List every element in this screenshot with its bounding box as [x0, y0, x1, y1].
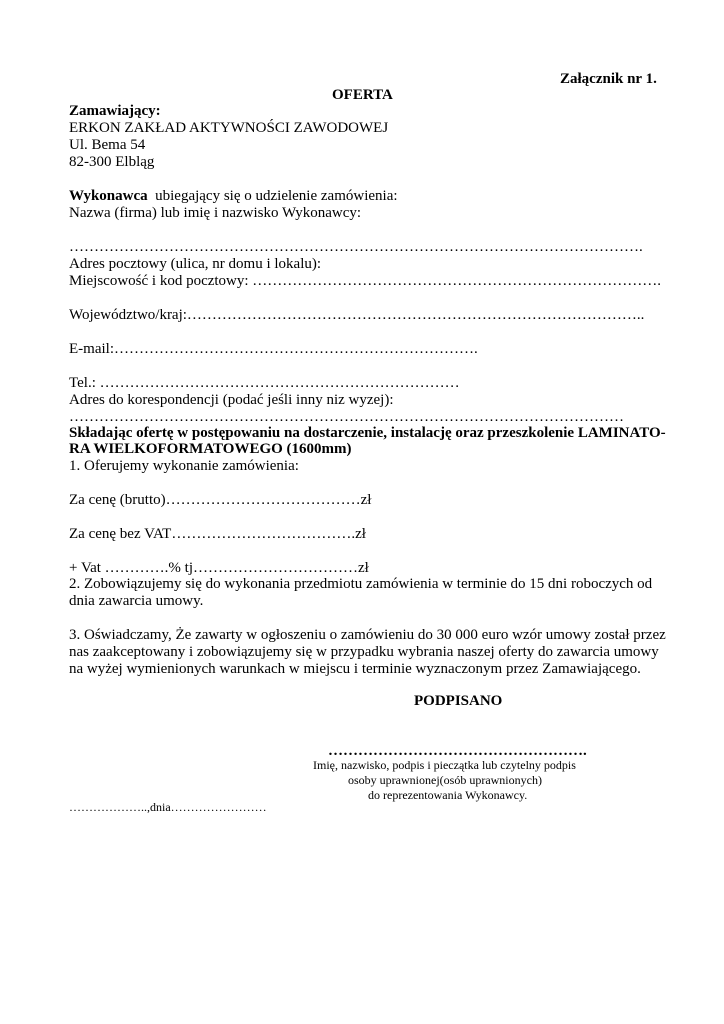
date-line: ………………..,dnia……………………	[69, 800, 267, 814]
attachment-label: Załącznik nr 1.	[560, 71, 657, 87]
price-gross-line: Za cenę (brutto)…………………………………zł	[69, 492, 372, 508]
contractor-heading-rest: ubiegający się o udzielenie zamówienia:	[147, 188, 398, 204]
signature-caption-3: do reprezentowania Wykonawcy.	[368, 788, 528, 802]
signed-label: PODPISANO	[414, 693, 503, 709]
signature-dots: …………………………………………….	[328, 743, 587, 759]
orderer-name: ERKON ZAKŁAD AKTYWNOŚCI ZAWODOWEJ	[69, 120, 389, 136]
contractor-name-dots: …………………………………………………………………………………………………….	[69, 239, 643, 255]
contractor-email-line: E-mail:……………………………………………………………….	[69, 341, 478, 357]
contractor-heading	[69, 187, 398, 205]
point-3-line-1: 3. Oświadczamy, Że zawarty w ogłoszeniu o zamówieniu do 30 000 euro wzór umowy został przez	[69, 627, 666, 643]
orderer-street: Ul. Bema 54	[69, 137, 146, 153]
point-1: 1. Oferujemy wykonanie zamówienia:	[69, 458, 299, 474]
subject-line-2: RA WIELKOFORMATOWEGO (1600mm)	[69, 441, 352, 457]
orderer-city: 82-300 Elbląg	[69, 154, 155, 170]
contractor-tel-line: Tel.: ………………………………………………………………	[69, 375, 460, 391]
contractor-voivodeship-line: Województwo/kraj:………………………………………………………………………………..	[69, 307, 645, 323]
point-2-line-1: 2. Zobowiązujemy się do wykonania przedmiotu zamówienia w terminie do 15 dni roboczych od	[69, 576, 653, 592]
point-3-line-2: nas zaakceptowany i zobowiązujemy się w przypadku wybrania naszej oferty do zawarcia umowy	[69, 644, 659, 660]
contractor-address-label: Adres pocztowy (ulica, nr domu i lokalu):	[69, 256, 322, 272]
document-title: OFERTA	[332, 87, 393, 103]
orderer-heading: Zamawiający:	[69, 103, 161, 119]
contractor-correspondence-label: Adres do korespondencji (podać jeśli inny niz wyzej):	[69, 392, 394, 408]
point-3-line-3: na wyżej wymienionych warunkach w miejscu i terminie wyznaczonym przez Zamawiającego.	[69, 661, 641, 677]
subject-line-1: Składając ofertę w postępowaniu na dostarczenie, instalację oraz przeszkolenie LAMINATO-	[69, 425, 666, 441]
contractor-name-label: Nazwa (firma) lub imię i nazwisko Wykonawcy:	[69, 205, 362, 221]
signature-caption-2: osoby uprawnionej(osób uprawnionych)	[348, 773, 542, 787]
contractor-heading-bold: Wykonawca	[69, 188, 148, 204]
point-2-line-2: dnia zawarcia umowy.	[69, 593, 204, 609]
signature-caption-1: Imię, nazwisko, podpis i pieczątka lub czytelny podpis	[313, 758, 576, 772]
vat-line: + Vat ………….% tj……………………………zł	[69, 560, 369, 576]
contractor-correspondence-dots: …………………………………………………………………………………………………	[69, 409, 624, 425]
price-net-line: Za cenę bez VAT……………………………….zł	[69, 526, 366, 542]
contractor-city-line: Miejscowość i kod pocztowy: ……………………………………………………………………….	[69, 273, 662, 289]
